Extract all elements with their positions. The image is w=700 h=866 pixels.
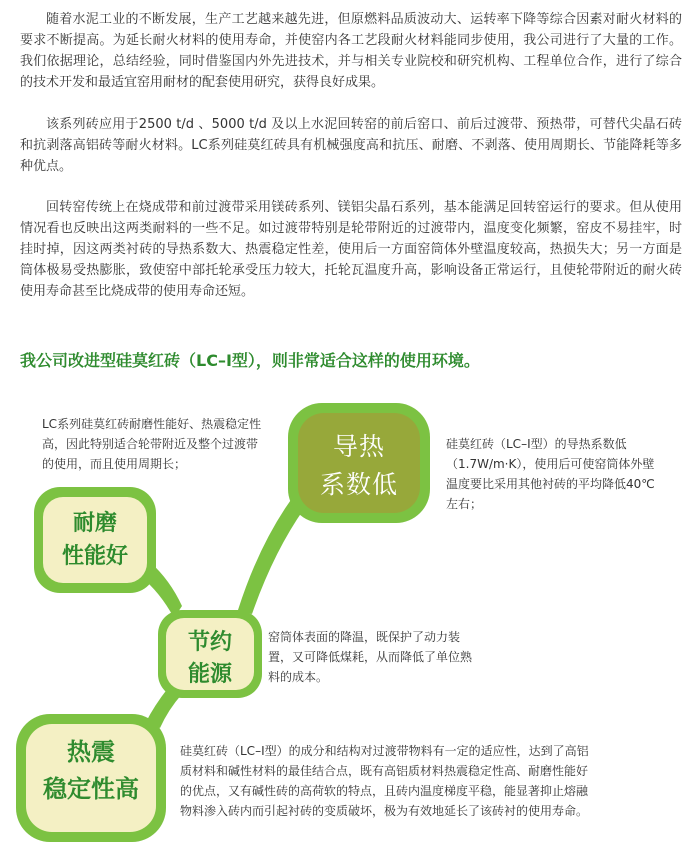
heat-title-line-1: 导热: [332, 432, 385, 461]
shock-title-line-2: 稳定性高: [43, 775, 139, 803]
heat-box-title: [300, 428, 418, 504]
wear-title-line-2: 性能好: [61, 544, 128, 569]
shock-description: 硅莫红砖（LC–Ⅰ型）的成分和结构对过渡带物料有一定的适应性，达到了高铝质材料和碱性材料的最佳结合点，既有高铝质材料热震稳定性高、耐磨性能好的优点，又有碱性砖的高荷软的特点，且砖内温度梯度平稳，能显著抑止熔融物料渗入砖内而引起衬砖的变质破坏，极为有效地延长了该砖衬的使用寿命。: [180, 744, 589, 818]
section-headline: 我公司改进型硅莫红砖（LC–Ⅰ型），则非常适合这样的使用环境。: [20, 351, 480, 370]
save-title-line-1: 节约: [187, 630, 232, 655]
wear-description: LC系列硅莫红砖耐磨性能好、热震稳定性高，因此特别适合轮带附近及整个过渡带的使用，而且使用周期长；: [42, 417, 262, 471]
save-box-title: [166, 627, 254, 691]
wear-box-title: [43, 507, 147, 573]
heat-title-line-2: 系数低: [319, 470, 398, 499]
heat-description: 硅莫红砖（LC–Ⅰ型）的导热系数低（1.7W/m·K），使用后可使窑筒体外壁温度要比采用其他衬砖的平均降低40℃左右；: [446, 437, 655, 511]
save-title-line-2: 能源: [187, 662, 232, 687]
intro-paragraph-2: 该系列砖应用于2500 t/d 、5000 t/d 及以上水泥回转窑的前后窑口、前后过渡带、预热带，可替代尖晶石砖和抗剥落高铝砖等耐火材料。LC系列硅莫红砖具有机械强度高和抗压、耐磨、不剥落、使用周期长、节能降耗等多种优点。: [20, 117, 682, 174]
intro-paragraph-1: 随着水泥工业的不断发展，生产工艺越来越先进，但原燃料品质波动大、运转率下降等综合因素对耐火材料的要求不断提高。为延长耐火材料的使用寿命，并使窑内各工艺段耐火材料能同步使用，我公司进行了大量的工作。我们依据理论，总结经验，同时借鉴国内外先进技术，并与相关专业院校和研究机构、工程单位合作，进行了综合的技术开发和最适宜窑用耐材的配套使用研究，获得良好成果。: [20, 12, 682, 90]
shock-title-line-1: 热震: [67, 738, 115, 766]
wear-title-line-1: 耐磨: [72, 511, 117, 536]
intro-paragraph-3: 回转窑传统上在烧成带和前过渡带采用镁砖系列、镁铝尖晶石系列，基本能满足回转窑运行的要求。但从使用情况看也反映出这两类耐料的一些不足。如过渡带特别是轮带附近的过渡带内，温度变化频繁，窑皮不易挂牢，时挂时掉，因这两类衬砖的导热系数大、热震稳定性差，使用后一方面窑筒体外壁温度较高，热损失大；另一方面是筒体极易受热膨胀，致使窑中部托轮承受压力较大，托轮瓦温度升高，影响设备正常运行，且使轮带附近的耐火砖使用寿命甚至比烧成带的使用寿命还短。: [20, 200, 682, 299]
shock-box-title: [26, 734, 156, 808]
save-description: 窑筒体表面的降温，既保护了动力装置，又可降低煤耗，从而降低了单位熟料的成本。: [268, 630, 473, 684]
